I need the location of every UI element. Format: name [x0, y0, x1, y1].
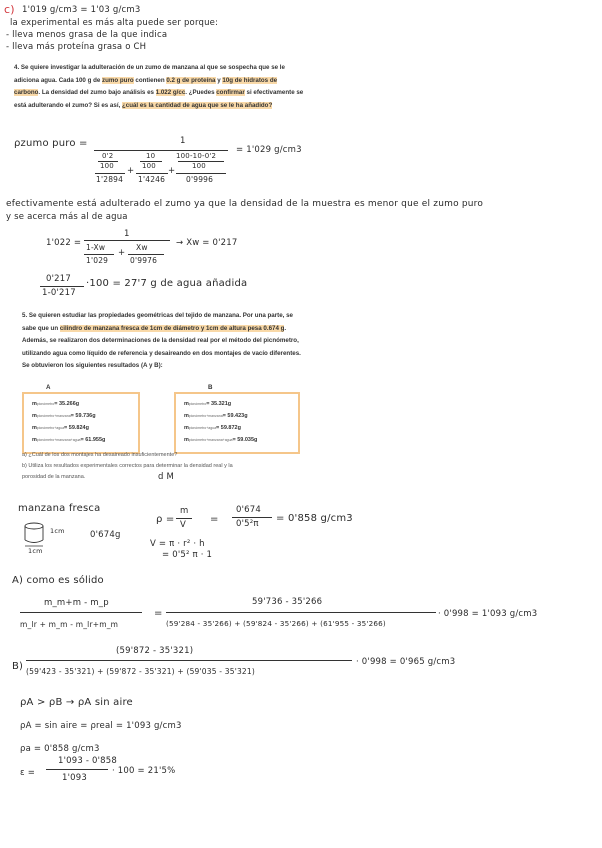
table-row: [32, 410, 130, 422]
mass-value: = 59.824g: [64, 425, 89, 431]
fresh-title: manzana fresca: [18, 503, 101, 514]
mass-subscript: picnómetro: [188, 402, 207, 406]
calc2-r-bar: [40, 286, 84, 287]
part-b-bar: [26, 660, 352, 661]
mass-subscript: picnómetro+agua: [36, 426, 65, 430]
calc1-f2-num: 10: [146, 152, 156, 160]
calc2-r-den: 1-0'217: [42, 288, 76, 298]
part-b-den: (59'423 - 35'321) + (59'872 - 35'321) + (59'035 - 35'321): [26, 667, 256, 676]
mass-value: = 59.736g: [70, 413, 96, 419]
calc1-main-bar: [94, 150, 228, 151]
calc2-xw: → Xw = 0'217: [176, 238, 238, 248]
mass-subscript: picnómetro+agua: [188, 426, 217, 430]
cyl-diameter: 1cm: [28, 547, 43, 555]
table-row: [184, 410, 290, 422]
eq-sign: =: [154, 608, 163, 619]
calc2-f2-bar: [128, 254, 164, 255]
water-added: ·100 = 27'7 g de agua añadida: [86, 278, 248, 289]
porosity-num: 1'093 - 0'858: [58, 756, 118, 766]
mass-symbol: m: [32, 425, 37, 431]
mass-symbol: m: [32, 437, 37, 443]
hw-line: - lleva menos grasa de la que indica: [6, 30, 168, 40]
calc1-f3-rho: 0'9996: [186, 175, 214, 184]
m-num: m: [180, 506, 189, 516]
table-b-title: B: [208, 384, 213, 391]
mass-symbol: m: [32, 413, 37, 419]
part-a-lhs-num: m_m+m - m_p: [44, 598, 109, 608]
part-a-result: · 0'998 = 1'093 g/cm3: [438, 609, 538, 619]
calc2-lhs: 1'022 =: [46, 238, 82, 248]
part-a-lhs-bar: [20, 612, 142, 613]
part-a-label: A) como es sólido: [12, 575, 104, 586]
part-a-rhs-num: 59'736 - 35'266: [252, 597, 323, 607]
mass-subscript: picnómetro+manzana+agua: [36, 438, 81, 442]
porosity-label: ε =: [20, 768, 36, 778]
mass-symbol: m: [32, 401, 37, 407]
table-row: [184, 434, 290, 446]
volume-value: = 0'5² π · 1: [162, 550, 213, 560]
final-compare: ρA > ρB → ρA sin aire: [20, 697, 133, 708]
part-a-lhs-den: m_lr + m_m - m_lr+m_m: [20, 620, 119, 629]
calc2-num: 1: [124, 229, 130, 239]
conclusion-line: efectivamente está adulterado el zumo ya que la densidad de la muestra es menor que el zumo puro: [6, 199, 484, 209]
volume-formula: V = π · r² · h: [150, 539, 205, 549]
calc2-f2-num: Xw: [136, 243, 148, 252]
calc2-main-bar: [84, 240, 170, 241]
part-b-result: · 0'998 = 0'965 g/cm3: [356, 657, 456, 667]
calc1-result: = 1'029 g/cm3: [236, 145, 302, 155]
calc1-f2-rho: 1'4246: [138, 175, 166, 184]
problem-5-text: 5. Se quieren estudiar las propiedades geométricas del tejido de manzana. Por una parte, se sabe que un cilindro de manzana fresca de 1cm de diámetro y 1cm de altura pesa 0.674 g. Además, se realizaron dos determinaciones de la densidad real por el método del picnómetro, utilizando agua como líquido de referencia y desaireando en dos montajes de vacío diferentes. Se obtuvieron los siguientes resultados (A y B):: [22, 312, 301, 369]
mass-symbol: m: [184, 425, 189, 431]
table-row: [32, 398, 130, 410]
cylinder-icon: [22, 522, 48, 548]
calc1-f3-num: 100-10-0'2: [176, 152, 217, 160]
porosity-bar: [46, 769, 108, 770]
hw-line: 1'019 g/cm3 = 1'03 g/cm3: [22, 5, 141, 15]
hw-line: - lleva más proteína grasa o CH: [6, 42, 147, 52]
mass-subscript: picnómetro+manzana: [36, 414, 71, 418]
problem-4-text: 4. Se quiere investigar la adulteración de un zumo de manzana al que se sospecha que se le adiciona agua. Cada 100 g de zumo puro contienen 0.2 g de proteína y 10g de hidratos de carbono. La densidad del zumo bajo análisis es 1.022 g/cc. ¿Puedes confirmar si efectivamente se está adulterando el zumo? Si es así, ¿cuál es la cantidad de agua que se le ha añadido?: [14, 64, 304, 109]
mv-bar: [176, 518, 192, 519]
part-b-label: B): [12, 661, 24, 672]
mass-value: = 59.872g: [216, 425, 241, 431]
fresh-bar: [232, 517, 272, 518]
mass-value: = 61.955g: [80, 437, 106, 443]
hw-line: la experimental es más alta puede ser porque:: [10, 18, 219, 28]
mass-subscript: picnómetro+manzana: [188, 414, 223, 418]
fresh-result: = 0'858 g/cm3: [276, 513, 353, 524]
final-apparent-density: ρa = 0'858 g/cm3: [20, 744, 100, 754]
porosity-den: 1'093: [62, 773, 87, 783]
table-row: [32, 434, 130, 446]
plus-sign: +: [127, 166, 135, 176]
plus-sign: +: [118, 248, 126, 258]
calc1-f2-bar: [136, 173, 168, 174]
mass-value: = 59.035g: [232, 437, 258, 443]
cyl-height: 1cm: [50, 527, 65, 535]
mass-subscript: picnómetro: [36, 402, 55, 406]
calc2-f1-bar: [84, 254, 114, 255]
calc2-r-num: 0'217: [46, 274, 71, 284]
part-c-mark: c): [4, 3, 15, 16]
table-row: [184, 398, 290, 410]
calc2-f1-den: 1'029: [86, 256, 109, 265]
mass-value: = 35.266g: [54, 401, 80, 407]
table-a-title: A: [46, 384, 51, 391]
mass-subscript: picnómetro+manzana+agua: [188, 438, 233, 442]
calc1-f1-den: 100: [100, 162, 114, 170]
calc1-f1-rho: 1'2894: [96, 175, 124, 184]
question-a: a) ¿Cuál de los dos montajes ha desaireado insuficientemente?: [22, 452, 178, 458]
final-real-density: ρA = sin aire = ρreal = 1'093 g/cm3: [20, 721, 182, 731]
calc1-f1-num: 0'2: [102, 152, 114, 160]
fresh-num: 0'674: [236, 505, 261, 515]
calc1-f3-den: 100: [192, 162, 206, 170]
calc1-f1-bar: [95, 173, 125, 174]
mass-symbol: m: [184, 413, 189, 419]
question-b-cont: porosidad de la manzana.: [22, 474, 86, 480]
fresh-den: 0'5²π: [236, 519, 259, 529]
porosity-result: · 100 = 21'5%: [112, 766, 176, 776]
v-den: V: [180, 520, 187, 530]
conclusion-line: y se acerca más al de agua: [6, 212, 128, 222]
table-a: [22, 392, 140, 454]
table-row: [32, 422, 130, 434]
eq-sign: =: [210, 514, 219, 525]
scribble: d M: [158, 472, 175, 482]
part-a-rhs-bar: [166, 612, 436, 613]
mass-symbol: m: [184, 437, 189, 443]
rho-eq: ρ =: [156, 514, 175, 525]
part-b-num: (59'872 - 35'321): [116, 646, 194, 656]
table-b: [174, 392, 300, 454]
cyl-mass: 0'674g: [90, 530, 121, 540]
calc1-f3-bar: [176, 173, 226, 174]
calc1-numerator: 1: [180, 136, 186, 146]
rho-pure-label: ρzumo puro =: [14, 138, 88, 149]
calc1-f2-den: 100: [142, 162, 156, 170]
calc2-f1-num: 1-Xw: [86, 243, 106, 252]
plus-sign: +: [168, 166, 176, 176]
mass-symbol: m: [184, 401, 189, 407]
table-row: [184, 422, 290, 434]
mass-value: = 35.321g: [206, 401, 232, 407]
calc2-f2-den: 0'9976: [130, 256, 158, 265]
part-a-rhs-den: (59'284 - 35'266) + (59'824 - 35'266) + (61'955 - 35'266): [166, 619, 386, 628]
question-b: b) Utiliza los resultados experimentales correctos para determinar la densidad real y la: [22, 463, 233, 469]
mass-value: = 59.423g: [222, 413, 248, 419]
